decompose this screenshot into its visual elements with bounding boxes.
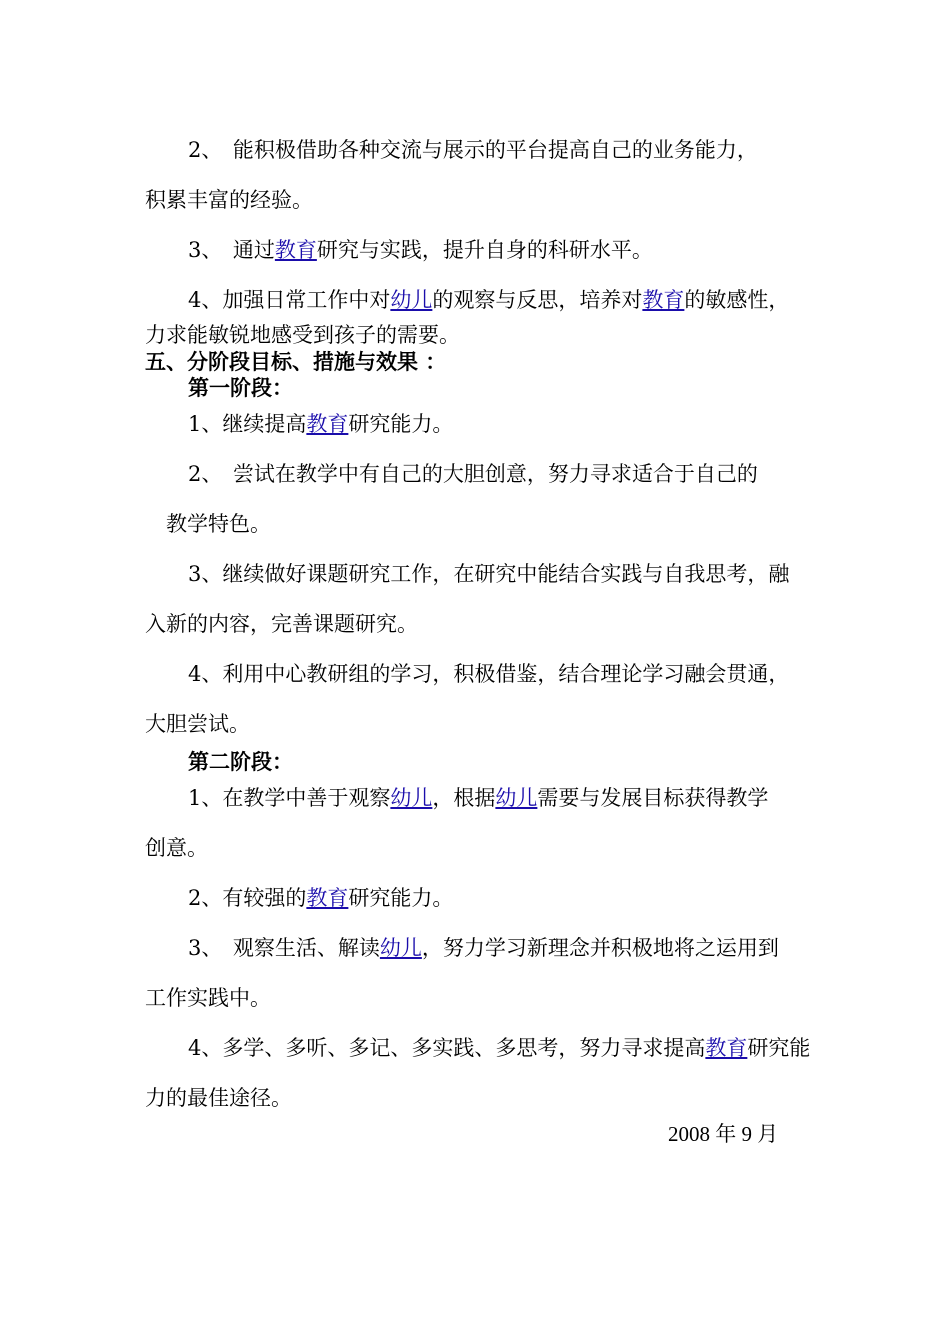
link-youer[interactable]: 幼儿 — [390, 288, 433, 312]
link-youer[interactable]: 幼儿 — [379, 936, 422, 960]
stage-1-item-2-line-2: 教学特色。 — [166, 512, 271, 536]
stage-2-item-2-text-b: 研究能力。 — [348, 886, 454, 910]
stage-1-item-3-line-2: 入新的内容，完善课题研究。 — [145, 612, 418, 636]
stage-1-item-3-line-1: 3、继续做好课题研究工作，在研究中能结合实践与自我思考，融 — [188, 562, 790, 586]
stage-1-item-4-line-2: 大胆尝试。 — [145, 712, 250, 736]
stage-2-item-4-line-2: 力的最佳途径。 — [145, 1086, 292, 1110]
link-jiaoyu[interactable]: 教育 — [306, 886, 349, 910]
stage-2-item-3-text-a: 3、 观察生活、解读 — [188, 936, 380, 960]
paragraph-2-line-1: 2、 能积极借助各种交流与展示的平台提高自己的业务能力， — [188, 138, 758, 162]
stage-2-item-1-text-c: 需要与发展目标获得教学 — [537, 786, 769, 810]
stage-1-item-4-line-1: 4、利用中心教研组的学习，积极借鉴，结合理论学习融会贯通， — [188, 662, 790, 686]
link-youer[interactable]: 幼儿 — [390, 786, 433, 810]
stage-1-item-1-text-a: 1、继续提高 — [188, 412, 307, 436]
stage-2-item-1-line-2: 创意。 — [145, 836, 208, 860]
paragraph-4-line-2: 力求能敏锐地感受到孩子的需要。 — [145, 323, 460, 347]
stage-2-item-1-line-1 — [188, 784, 768, 812]
stage-2-item-3-text-b: ，努力学习新理念并积极地将之运用到 — [421, 936, 779, 960]
paragraph-4-text-b: 的观察与反思，培养对 — [432, 288, 643, 312]
paragraph-4-text-a: 4、加强日常工作中对 — [188, 288, 391, 312]
paragraph-4-text-c: 的敏感性， — [684, 288, 790, 312]
stage-2-item-3-line-2: 工作实践中。 — [145, 986, 271, 1010]
stage-1-item-1 — [188, 410, 453, 438]
stage-2-item-1-text-a: 1、在教学中善于观察 — [188, 786, 391, 810]
stage-1-item-1-text-b: 研究能力。 — [348, 412, 454, 436]
stage-2-heading: 第二阶段： — [188, 749, 293, 774]
link-jiaoyu[interactable]: 教育 — [642, 288, 685, 312]
stage-2-item-4-line-1 — [188, 1034, 810, 1062]
paragraph-2-line-2: 积累丰富的经验。 — [145, 188, 313, 212]
stage-1-heading: 第一阶段： — [188, 375, 293, 400]
stage-2-item-2-text-a: 2、有较强的 — [188, 886, 307, 910]
link-jiaoyu[interactable]: 教育 — [705, 1036, 748, 1060]
paragraph-3-text-a: 3、 通过 — [188, 238, 275, 262]
stage-2-item-4-text-b: 研究能 — [747, 1036, 811, 1060]
paragraph-4-line-1 — [188, 286, 789, 314]
section-heading: 五、分阶段目标、措施与效果 ： — [145, 349, 447, 374]
stage-2-item-2 — [188, 884, 453, 912]
link-youer[interactable]: 幼儿 — [495, 786, 538, 810]
stage-1-item-2-line-1: 2、 尝试在教学中有自己的大胆创意，努力寻求适合于自己的 — [188, 462, 758, 486]
stage-2-item-3-line-1 — [188, 934, 779, 962]
document-date: 2008 年 9 月 — [668, 1122, 779, 1146]
link-jiaoyu[interactable]: 教育 — [306, 412, 349, 436]
stage-2-item-1-text-b: ，根据 — [432, 786, 496, 810]
stage-2-item-4-text-a: 4、多学、多听、多记、多实践、多思考，努力寻求提高 — [188, 1036, 706, 1060]
paragraph-3 — [188, 236, 653, 264]
paragraph-3-text-b: 研究与实践，提升自身的科研水平。 — [316, 238, 653, 262]
link-jiaoyu[interactable]: 教育 — [274, 238, 317, 262]
